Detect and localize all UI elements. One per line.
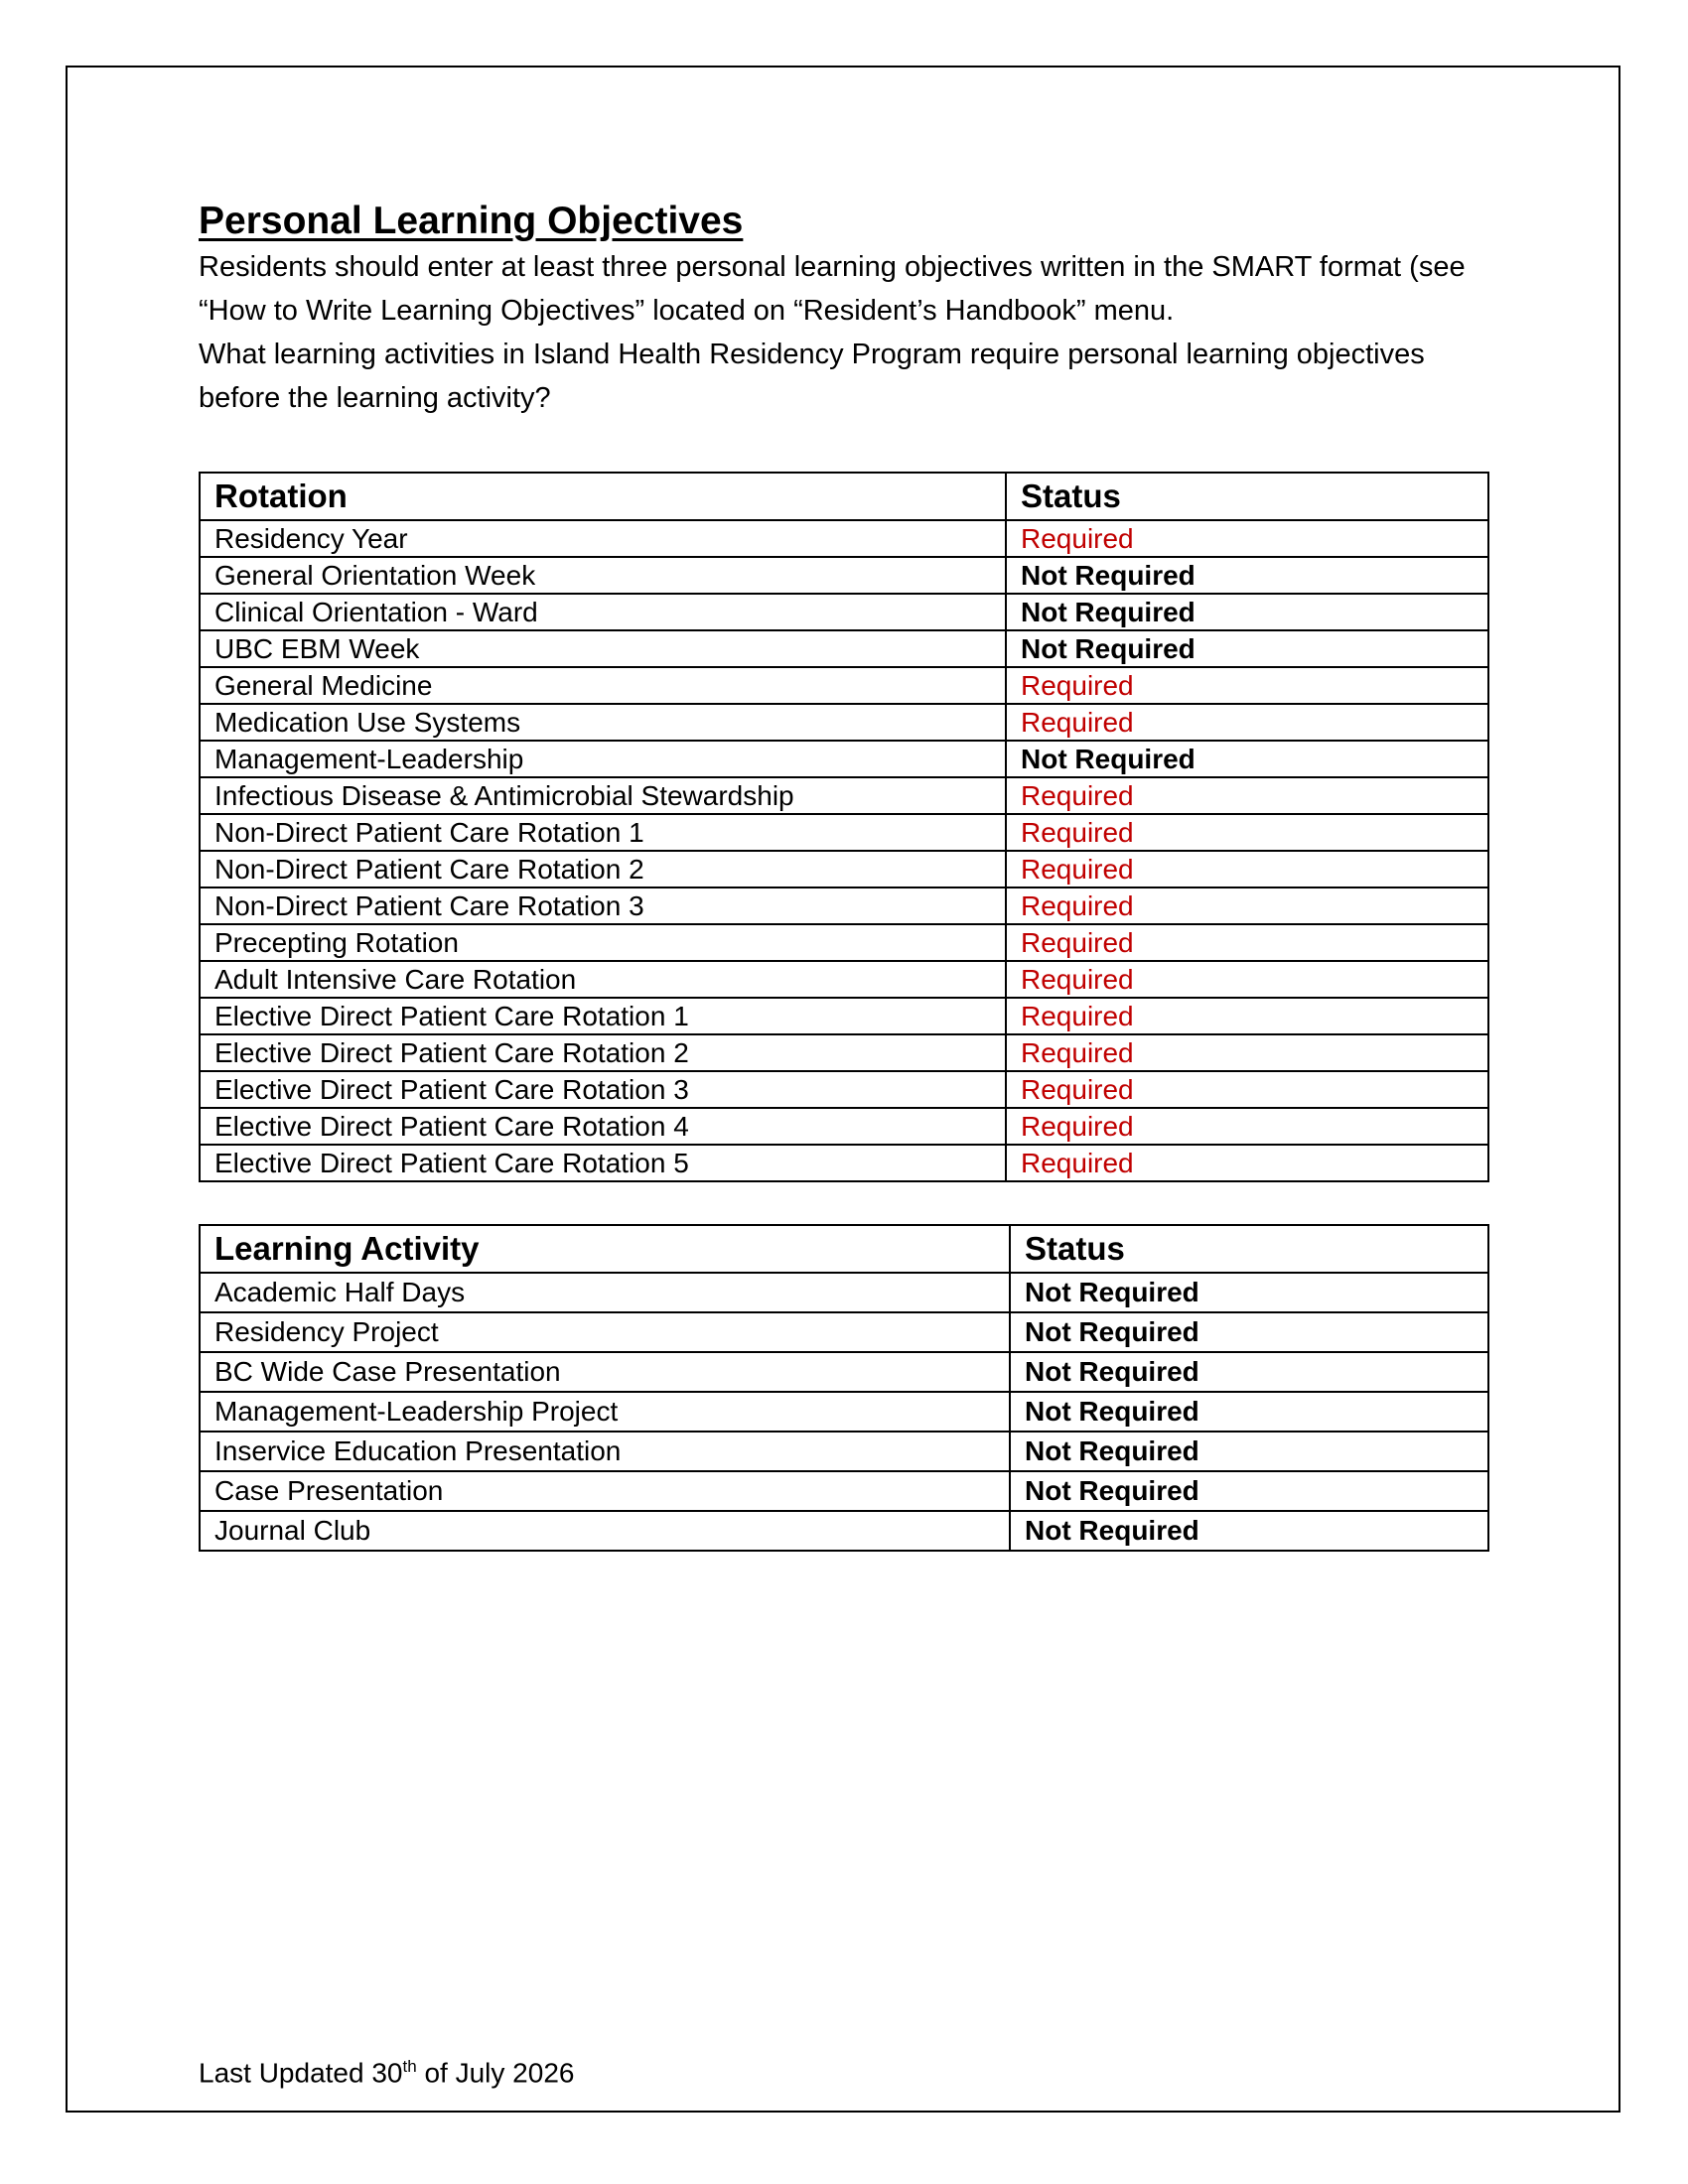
rotation-row bbox=[200, 777, 1488, 814]
learning-activity-row bbox=[200, 1312, 1488, 1352]
document-content bbox=[199, 199, 1489, 1552]
row-name-cell: Management-Leadership Project bbox=[200, 1392, 1010, 1432]
footer-suffix: of July 2026 bbox=[416, 2057, 575, 2089]
status-cell: Required bbox=[1006, 924, 1488, 961]
row-name-cell: General Orientation Week bbox=[200, 557, 1006, 594]
status-cell: Required bbox=[1006, 1145, 1488, 1181]
status-cell: Not Required bbox=[1010, 1471, 1488, 1511]
status-cell: Required bbox=[1006, 1071, 1488, 1108]
status-column-header: Status bbox=[1010, 1225, 1488, 1273]
page-title: Personal Learning Objectives bbox=[199, 200, 744, 242]
rotation-table-header bbox=[200, 473, 1488, 520]
row-name-cell: Elective Direct Patient Care Rotation 2 bbox=[200, 1034, 1006, 1071]
rotation-row bbox=[200, 924, 1488, 961]
rotation-row bbox=[200, 1108, 1488, 1145]
status-cell: Required bbox=[1006, 1034, 1488, 1071]
row-name-cell: Case Presentation bbox=[200, 1471, 1010, 1511]
row-name-cell: Non-Direct Patient Care Rotation 2 bbox=[200, 851, 1006, 887]
rotation-row bbox=[200, 704, 1488, 741]
rotation-row bbox=[200, 814, 1488, 851]
question-paragraph: What learning activities in Island Health Residency Program require personal learning objectives before the learning activity? bbox=[199, 338, 1425, 414]
learning-activity-row bbox=[200, 1471, 1488, 1511]
rotation-row bbox=[200, 741, 1488, 777]
learning-activity-row bbox=[200, 1392, 1488, 1432]
row-name-cell: Inservice Education Presentation bbox=[200, 1432, 1010, 1471]
row-name-cell: Journal Club bbox=[200, 1511, 1010, 1551]
row-name-cell: Medication Use Systems bbox=[200, 704, 1006, 741]
row-name-cell: Elective Direct Patient Care Rotation 3 bbox=[200, 1071, 1006, 1108]
status-cell: Required bbox=[1006, 887, 1488, 924]
footer-prefix: Last Updated 30 bbox=[199, 2057, 403, 2089]
last-updated-footer bbox=[199, 2047, 574, 2093]
learning-activity-row bbox=[200, 1273, 1488, 1312]
status-cell: Required bbox=[1006, 520, 1488, 557]
learning-activity-row bbox=[200, 1432, 1488, 1471]
status-cell: Required bbox=[1006, 814, 1488, 851]
status-cell: Not Required bbox=[1010, 1352, 1488, 1392]
status-cell: Required bbox=[1006, 961, 1488, 998]
status-cell: Not Required bbox=[1010, 1312, 1488, 1352]
row-name-cell: Management-Leadership bbox=[200, 741, 1006, 777]
rotation-row bbox=[200, 594, 1488, 630]
rotation-row bbox=[200, 630, 1488, 667]
row-name-cell: Precepting Rotation bbox=[200, 924, 1006, 961]
row-name-cell: Clinical Orientation - Ward bbox=[200, 594, 1006, 630]
status-cell: Not Required bbox=[1010, 1511, 1488, 1551]
status-cell: Required bbox=[1006, 851, 1488, 887]
rotation-row bbox=[200, 1145, 1488, 1181]
row-name-cell: General Medicine bbox=[200, 667, 1006, 704]
status-cell: Not Required bbox=[1010, 1432, 1488, 1471]
row-name-cell: Infectious Disease & Antimicrobial Stewardship bbox=[200, 777, 1006, 814]
rotation-row bbox=[200, 887, 1488, 924]
rotation-column-header: Rotation bbox=[200, 473, 1006, 520]
row-name-cell: Residency Year bbox=[200, 520, 1006, 557]
row-name-cell: Academic Half Days bbox=[200, 1273, 1010, 1312]
rotation-row bbox=[200, 1071, 1488, 1108]
rotation-row bbox=[200, 961, 1488, 998]
rotation-row bbox=[200, 667, 1488, 704]
activity-table-header bbox=[200, 1225, 1488, 1273]
learning-activity-table bbox=[199, 1224, 1489, 1552]
learning-activity-row bbox=[200, 1352, 1488, 1392]
status-cell: Not Required bbox=[1006, 741, 1488, 777]
row-name-cell: Residency Project bbox=[200, 1312, 1010, 1352]
row-name-cell: Non-Direct Patient Care Rotation 1 bbox=[200, 814, 1006, 851]
row-name-cell: Elective Direct Patient Care Rotation 4 bbox=[200, 1108, 1006, 1145]
rotation-row bbox=[200, 1034, 1488, 1071]
row-name-cell: Non-Direct Patient Care Rotation 3 bbox=[200, 887, 1006, 924]
status-cell: Not Required bbox=[1010, 1392, 1488, 1432]
status-cell: Not Required bbox=[1006, 557, 1488, 594]
learning-activity-row bbox=[200, 1511, 1488, 1551]
row-name-cell: Elective Direct Patient Care Rotation 5 bbox=[200, 1145, 1006, 1181]
intro-paragraph: Residents should enter at least three personal learning objectives written in the SMART format (see “How to Write Learning Objectives” located on “Resident’s Handbook” menu. bbox=[199, 250, 1466, 327]
status-cell: Not Required bbox=[1010, 1273, 1488, 1312]
status-cell: Required bbox=[1006, 777, 1488, 814]
rotation-row bbox=[200, 520, 1488, 557]
row-name-cell: BC Wide Case Presentation bbox=[200, 1352, 1010, 1392]
status-cell: Not Required bbox=[1006, 594, 1488, 630]
footer-ordinal-suffix: th bbox=[402, 2057, 417, 2076]
status-cell: Required bbox=[1006, 704, 1488, 741]
rotation-row bbox=[200, 998, 1488, 1034]
rotation-row bbox=[200, 557, 1488, 594]
learning-activity-column-header: Learning Activity bbox=[200, 1225, 1010, 1273]
status-cell: Required bbox=[1006, 998, 1488, 1034]
status-column-header: Status bbox=[1006, 473, 1488, 520]
status-cell: Required bbox=[1006, 1108, 1488, 1145]
row-name-cell: UBC EBM Week bbox=[200, 630, 1006, 667]
status-cell: Not Required bbox=[1006, 630, 1488, 667]
row-name-cell: Adult Intensive Care Rotation bbox=[200, 961, 1006, 998]
rotation-row bbox=[200, 851, 1488, 887]
row-name-cell: Elective Direct Patient Care Rotation 1 bbox=[200, 998, 1006, 1034]
rotation-table bbox=[199, 472, 1489, 1182]
status-cell: Required bbox=[1006, 667, 1488, 704]
